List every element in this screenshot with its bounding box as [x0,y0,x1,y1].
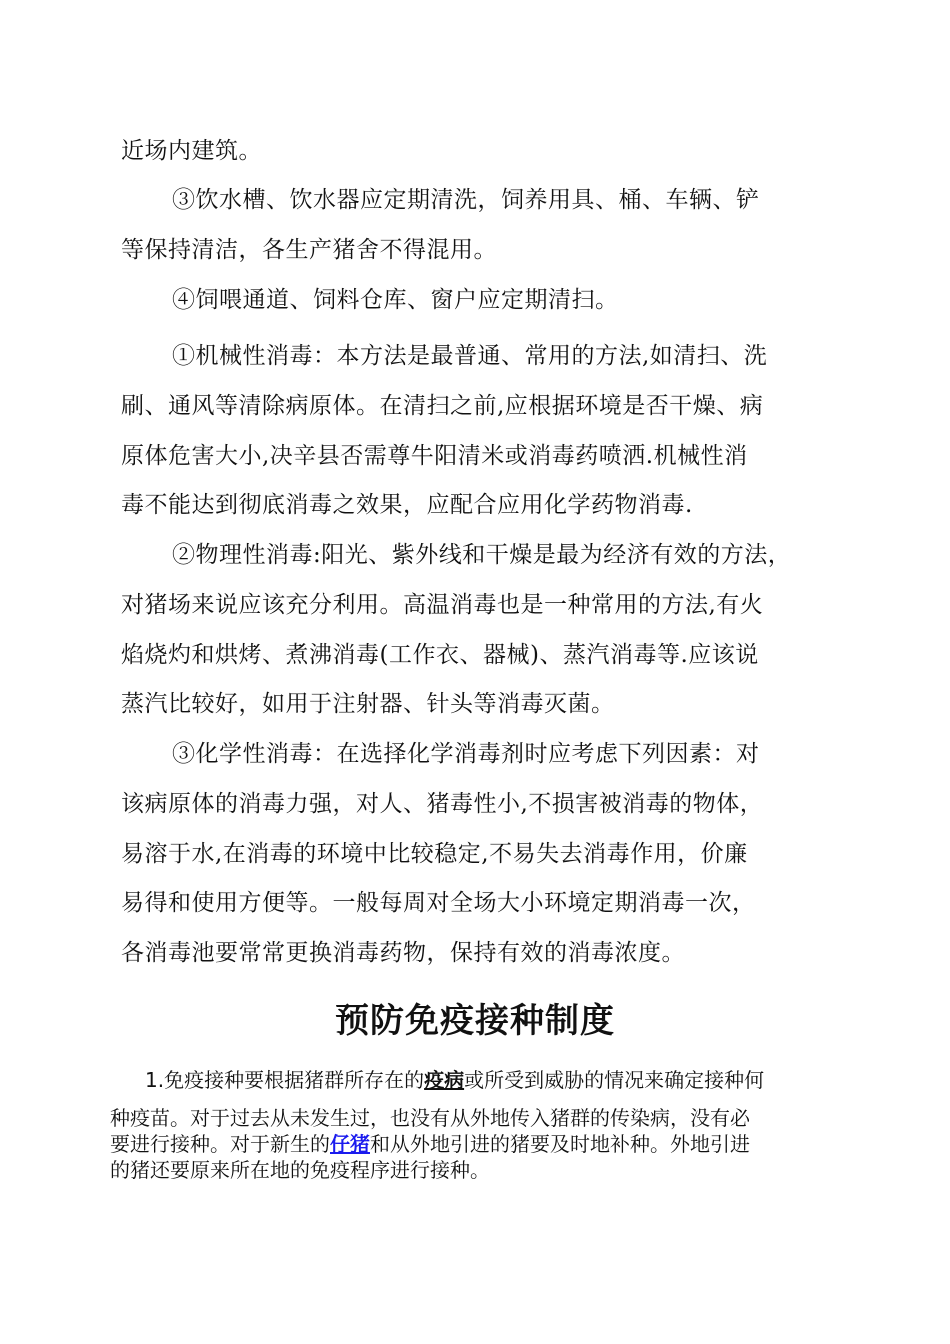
section-title: 预防免疫接种制度 [335,1001,615,1041]
section-line-1 [145,1068,764,1092]
section-line-4: 的猪还要原来所在地的免疫程序进行接种。 [110,1158,490,1182]
section-line-2: 种疫苗。对于过去从未发生过，也没有从外地传入猪群的传染病，没有必 [110,1106,750,1130]
section-text: 和从外地引进的猪要及时地补种。外地引进 [370,1132,750,1156]
paragraph-line: 该病原体的消毒力强，对人、猪毒性小,不损害被消毒的物体， [121,791,764,817]
paragraph-line: 蒸汽比较好，如用于注射器、针头等消毒灭菌。 [121,691,615,717]
paragraph-line: ①机械性消毒：本方法是最普通、常用的方法,如清扫、洗 [172,343,768,369]
paragraph-line: ②物理性消毒:阳光、紫外线和干燥是最为经济有效的方法， [172,542,792,568]
paragraph-line: 焰烧灼和烘烤、煮沸消毒(工作衣、器械)、蒸汽消毒等.应该说 [121,642,759,668]
paragraph-line: 对猪场来说应该充分利用。高温消毒也是一种常用的方法,有火 [121,592,764,618]
paragraph-line: 各消毒池要常常更换消毒药物，保持有效的消毒浓度。 [121,940,685,966]
paragraph-line: ④饲喂通道、饲料仓库、窗户应定期清扫。 [172,287,619,313]
paragraph-line: 近场内建筑。 [121,138,262,164]
piglet-link[interactable]: 仔猪 [330,1132,370,1156]
section-text: 或所受到威胁的情况来确定接种何 [464,1068,765,1092]
paragraph-line: ③饮水槽、饮水器应定期清洗，饲养用具、桶、车辆、铲 [172,187,760,213]
keyword-disease: 疫病 [424,1068,465,1092]
paragraph-line: 毒不能达到彻底消毒之效果，应配合应用化学药物消毒. [121,492,693,518]
paragraph-line: 易得和使用方便等。一般每周对全场大小环境定期消毒一次， [121,890,756,916]
section-text: 要进行接种。对于新生的 [110,1132,330,1156]
paragraph-line: 等保持清洁，各生产猪舍不得混用。 [121,237,497,263]
paragraph-line: 原体危害大小,决辛县否需尊牛阳清米或消毒药喷洒.机械性消 [121,443,748,469]
section-line-3 [110,1132,750,1156]
section-text: 1.免疫接种要根据猪群所存在的 [145,1068,425,1092]
paragraph-line: 易溶于水,在消毒的环境中比较稳定,不易失去消毒作用，价廉 [121,841,748,867]
paragraph-line: ③化学性消毒：在选择化学消毒剂时应考虑下列因素：对 [172,741,760,767]
paragraph-line: 刷、通风等清除病原体。在清扫之前,应根据环境是否干燥、病 [121,393,764,419]
